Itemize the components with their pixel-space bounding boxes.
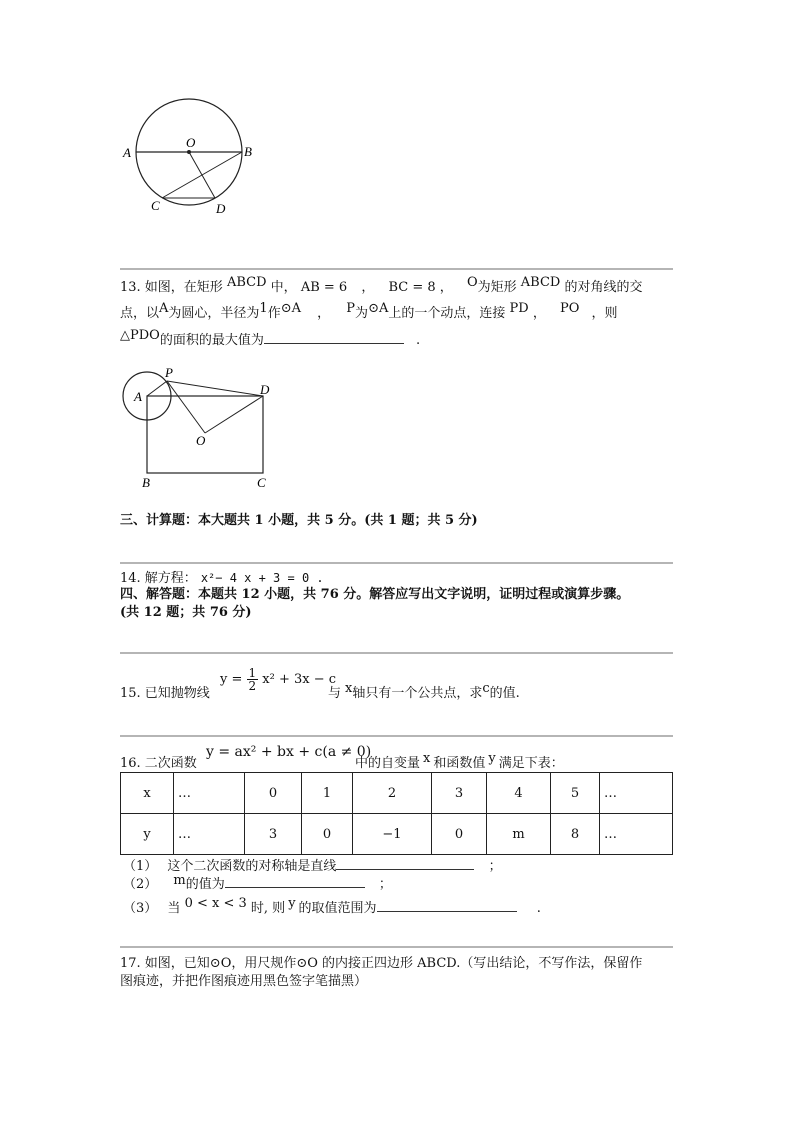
q16-sub3-blank[interactable] [377,899,517,912]
q17-line2: 图痕迹，并把作图痕迹用黑色签字笔描黑） [120,974,368,989]
label-d: D [216,201,226,216]
segment-pa [147,381,167,396]
table-cell: 4 [487,773,551,814]
label-o: O [186,135,196,150]
divider [120,652,673,654]
q16-sub3: （3） 当 0 < x < 3 时, 则 y 的取值范围为 . [123,896,541,916]
q16-sub1: （1） 这个二次函数的对称轴是直线 ； [123,859,502,874]
q16-intro-tail: 中的自变量 x 和函数值 y 满足下表： [355,751,564,771]
segment-do [205,396,263,433]
table-cell: … [600,814,673,855]
q13-line3: △PDO的面积的最大值为 . [120,328,421,348]
table-cell: … [600,773,673,814]
table-cell: … [174,814,245,855]
table-cell: −1 [353,814,432,855]
segment-pd [167,381,263,396]
q15-tail: 与 x轴只有一个公共点，求c的值. [328,681,520,701]
section-3-heading: 三、计算题：本大题共 1 小题，共 5 分。(共 1 题；共 5 分) [120,513,478,528]
table-cell: 0 [302,814,353,855]
table-cell: 2 [353,773,432,814]
label-b: B [244,144,252,159]
table-cell: 3 [432,773,487,814]
q16-sub2: （2） m的值为 ； [123,873,392,892]
table-row-x [121,773,673,814]
label-p: P [165,365,173,380]
divider [120,735,673,737]
divider [120,562,673,564]
table-cell: 5 [551,773,600,814]
q13-answer-blank[interactable] [264,331,404,344]
label-a: A [134,389,142,404]
table-cell: 8 [551,814,600,855]
label-c: C [257,475,266,490]
value-table [120,772,673,855]
label-o: O [196,433,206,448]
q15-formula: y = $\frac{1}{2}$ x² + 3x − c [220,666,337,693]
q14: 14. 解方程： x²− 4 x + 3 = 0 . [120,571,324,586]
table-cell: … [174,773,245,814]
table-cell: 0 [245,773,302,814]
table-cell: 3 [245,814,302,855]
q16-sub2-blank[interactable] [225,875,365,888]
table-cell: m [487,814,551,855]
label-b: B [142,475,150,490]
label-c: C [151,198,160,213]
table-cell: 0 [432,814,487,855]
table-cell: y [121,814,174,855]
label-a: A [123,145,131,160]
divider [120,946,673,948]
section-4-heading-1: 四、解答题：本题共 12 小题，共 76 分。解答应写出文字说明，证明过程或演算步骤。 [120,587,630,602]
table-cell: x [121,773,174,814]
q13-line2: 点，以A为圆心，半径为1作⊙A ， P为⊙A上的一个动点，连接 PD ， PO ，则 [120,301,618,321]
q16-function: y = ax² + bx + c(a ≠ 0) [206,744,372,760]
center-dot [187,150,191,154]
table-cell: 1 [302,773,353,814]
q17-line1: 17. 如图，已知⊙O，用尺规作⊙O 的内接正四边形 ABCD.（写出结论，不写作法，保留作 [120,956,643,971]
segment-po [167,381,205,433]
divider [120,268,673,270]
segment-od [189,152,215,198]
circle-figure [115,92,265,222]
label-d: D [260,382,270,397]
rectangle-figure [118,363,278,493]
q13-line1: 13. 如图，在矩形 ABCD 中， AB = 6 ， BC = 8 ， O为矩形 ABCD 的对角线的交 [120,275,643,295]
q16-sub1-blank[interactable] [336,857,474,870]
section-4-heading-2: (共 12 题；共 76 分) [120,605,252,620]
table-row-y [121,814,673,855]
q16-intro: 16. 二次函数 [120,756,197,771]
q15: 15. 已知抛物线 [120,686,210,701]
